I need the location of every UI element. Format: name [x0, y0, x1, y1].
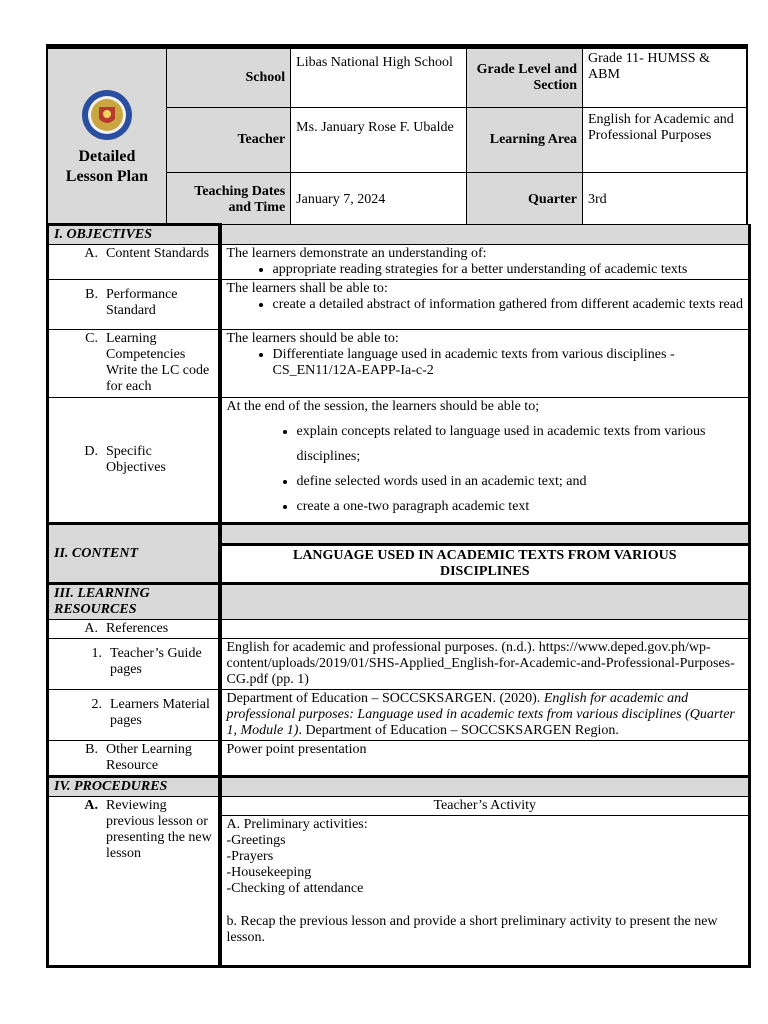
performance-standard-intro: The learners shall be able to: [226, 281, 388, 296]
other-resource-value: Power point presentation [220, 741, 750, 777]
area-label: Learning Area [466, 108, 582, 173]
teachers-guide-marker: 1. [91, 646, 102, 661]
performance-standard-label: Performance Standard [106, 287, 178, 318]
content-cell [220, 524, 750, 584]
performance-standard-item: • create a detailed abstract of information gathered from different academic texts read [273, 297, 744, 313]
procedure-a-marker: A. [84, 798, 98, 813]
teachers-guide-label: Teacher’s Guide pages [110, 646, 202, 677]
performance-standard-marker: B. [85, 287, 98, 302]
references-marker: A. [84, 621, 98, 636]
grade-label: Grade Level and Section [466, 47, 582, 108]
teachers-guide-label-cell [48, 639, 220, 690]
specific-objectives-marker: D. [84, 444, 98, 459]
logo-title-cell [47, 47, 166, 229]
content-standards-label-cell [48, 245, 220, 280]
procedure-a-label: Reviewing previous lesson or presenting the new lesson [106, 798, 212, 861]
objectives-heading-fill [220, 225, 750, 245]
procedure-a-cell [220, 797, 750, 967]
learning-competencies-cell [220, 330, 750, 398]
school-label: School [166, 47, 290, 108]
grade-value: Grade 11- HUMSS & ABM [583, 47, 748, 108]
specific-objectives-label: Specific Objectives [106, 444, 166, 475]
preliminary-item: -Prayers [226, 849, 274, 864]
quarter-label: Quarter [466, 173, 582, 229]
preliminary-item: -Housekeeping [226, 865, 312, 880]
specific-objective-item: • explain concepts related to language used in academic texts from various disciplines; [297, 419, 744, 469]
learning-competencies-label-cell [48, 330, 220, 398]
procedures-heading: IV. PROCEDURES [48, 777, 220, 797]
school-value: Libas National High School [291, 47, 467, 108]
teacher-label: Teacher [166, 108, 290, 173]
quarter-value: 3rd [583, 173, 748, 229]
dates-value: January 7, 2024 [291, 173, 467, 229]
preliminary-activities: A. Preliminary activities: [226, 817, 368, 832]
specific-objective-item: • create a one-two paragraph academic text [297, 494, 744, 519]
references-cell [220, 620, 750, 639]
learners-material-label-cell [48, 690, 220, 741]
teacher-value: Ms. January Rose F. Ubalde [291, 108, 467, 173]
teachers-guide-value: English for academic and professional purposes. (n.d.). https://www.deped.gov.ph/wp-content/uploads/2019/01/SHS-Applied_English-for-Academic-and-Professional-Purposes-CG.pdf (pp. 1) [220, 639, 750, 690]
content-standards-item: • appropriate reading strategies for a better understanding of academic texts [273, 262, 744, 278]
learning-competencies-marker: C. [85, 331, 98, 346]
dates-label: Teaching Dates and Time [166, 173, 290, 229]
content-heading-fill [222, 525, 749, 546]
content-topic: LANGUAGE USED IN ACADEMIC TEXTS FROM VARIOUS DISCIPLINES [292, 548, 677, 579]
performance-standard-label-cell [48, 280, 220, 330]
preliminary-item: -Greetings [226, 833, 286, 848]
content-standards-intro: The learners demonstrate an understanding of: [226, 246, 487, 261]
learners-material-cell [220, 690, 750, 741]
objectives-heading: I. OBJECTIVES [48, 225, 220, 245]
header-table [46, 44, 748, 231]
recap-text: b. Recap the previous lesson and provide a short preliminary activity to present the new lesson. [226, 914, 718, 945]
content-heading: II. CONTENT [48, 524, 220, 584]
learners-material-citation-title: English for academic and professional purposes: Language used in academic texts from various disciplines (Quarter 1, Module 1) [226, 691, 735, 738]
content-standards-label: Content Standards [106, 246, 210, 261]
teacher-activity-header: Teacher’s Activity [222, 797, 749, 816]
specific-objectives-intro: At the end of the session, the learners should be able to; [226, 399, 540, 414]
learning-competencies-item: • Differentiate language used in academic texts from various disciplines - CS_EN11/12A-EAPP-Ia-c-2 [273, 347, 744, 379]
learners-material-citation-a: Department of Education – SOCCSKSARGEN. (2020). [226, 691, 544, 706]
references-label-cell [48, 620, 220, 639]
procedures-heading-fill [220, 777, 750, 797]
specific-objectives-cell [220, 398, 750, 524]
other-resource-label: Other Learning Resource [106, 742, 192, 773]
learners-material-label: Learners Material pages [110, 697, 210, 728]
content-standards-marker: A. [84, 246, 98, 261]
page-title: Detailed Lesson Plan [65, 147, 149, 185]
preliminary-item: -Checking of attendance [226, 881, 364, 896]
performance-standard-cell [220, 280, 750, 330]
lesson-plan-table [46, 223, 751, 968]
deped-seal-icon [81, 89, 133, 141]
learners-material-citation-c: . Department of Education – SOCCSKSARGEN Region. [298, 723, 619, 738]
specific-objective-item: • define selected words used in an academic text; and [297, 469, 744, 494]
learning-competencies-label: Learning Competencies Write the LC code for each [106, 331, 210, 394]
resources-heading-fill [220, 584, 750, 620]
other-resource-label-cell [48, 741, 220, 777]
area-value: English for Academic and Professional Purposes [583, 108, 748, 173]
learning-competencies-intro: The learners should be able to: [226, 331, 399, 346]
content-standards-cell [220, 245, 750, 280]
references-label: References [106, 621, 169, 636]
procedure-a-label-cell [48, 797, 220, 967]
resources-heading: III. LEARNING RESOURCES [48, 584, 220, 620]
other-resource-marker: B. [85, 742, 98, 757]
specific-objectives-label-cell [48, 398, 220, 524]
learners-material-marker: 2. [91, 697, 102, 712]
